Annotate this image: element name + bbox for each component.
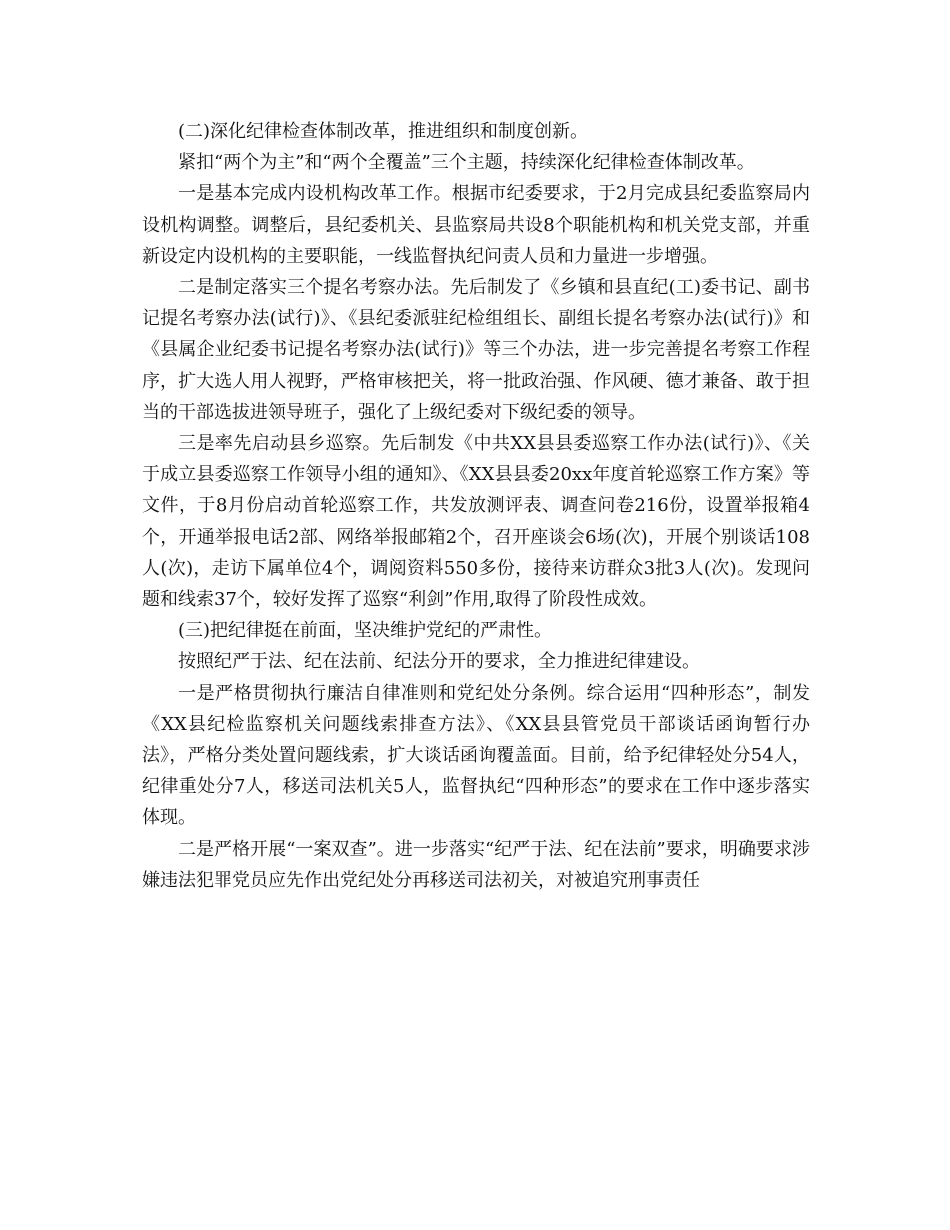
paragraph: 三是率先启动县乡巡察。先后制发《中共XX县县委巡察工作办法(试行)》、《关于成立县委巡察工作领导小组的通知》、《XX县县委20xx年度首轮巡察工作方案》等文件，于8月份启动首轮巡察工作，共发放测评表、调查问卷216份，设置举报箱4个，开通举报电话2部、网络举报邮箱2个，召开座谈会6场(次)，开展个别谈话108人(次)，走访下属单位4个，调阅资料550多份，接待来访群众3批3人(次)。发现问题和线索37个，较好发挥了巡察“利剑”作用,取得了阶段性成效。 bbox=[142, 433, 810, 611]
paragraph: 按照纪严于法、纪在法前、纪法分开的要求，全力推进纪律建设。 bbox=[178, 651, 700, 673]
paragraph: 二是严格开展“一案双查”。进一步落实“纪严于法、纪在法前”要求，明确要求涉嫌违法犯罪党员应先作出党纪处分再移送司法初关，对被追究刑事责任 bbox=[142, 838, 810, 891]
paragraph: 一是严格贯彻执行廉洁自律准则和党纪处分条例。综合运用“四种形态”，制发《XX县纪检监察机关问题线索排查方法》、《XX县县管党员干部谈话函询暂行办法》，严格分类处置问题线索，扩大谈话函询覆盖面。目前，给予纪律轻处分54人，纪律重处分7人，移送司法机关5人，监督执纪“四种形态”的要求在工作中逐步落实体现。 bbox=[142, 682, 810, 829]
paragraph: 一是基本完成内设机构改革工作。根据市纪委要求，于2月完成县纪委监察局内设机构调整。调整后，县纪委机关、县监察局共设8个职能机构和机关党支部，并重新设定内设机构的主要职能，一线监督执纪问责人员和力量进一步增强。 bbox=[142, 183, 810, 267]
document-body bbox=[142, 116, 810, 896]
section-heading-3: (三)把纪律挺在前面，坚决维护党纪的严肃性。 bbox=[178, 620, 553, 642]
paragraph: 紧扣“两个为主”和“两个全覆盖”三个主题，持续深化纪律检查体制改革。 bbox=[178, 152, 755, 174]
section-heading-2: (二)深化纪律检查体制改革，推进组织和制度创新。 bbox=[178, 121, 589, 142]
paragraph: 二是制定落实三个提名考察办法。先后制发了《乡镇和县直纪(工)委书记、副书记提名考察办法(试行)》、《县纪委派驻纪检组组长、副组长提名考察办法(试行)》和《县属企业纪委书记提名考察办法(试行)》等三个办法，进一步完善提名考察工作程序，扩大选人用人视野，严格审核把关，将一批政治强、作风硬、德才兼备、敢于担当的干部选拔进领导班子，强化了上级纪委对下级纪委的领导。 bbox=[142, 277, 810, 423]
